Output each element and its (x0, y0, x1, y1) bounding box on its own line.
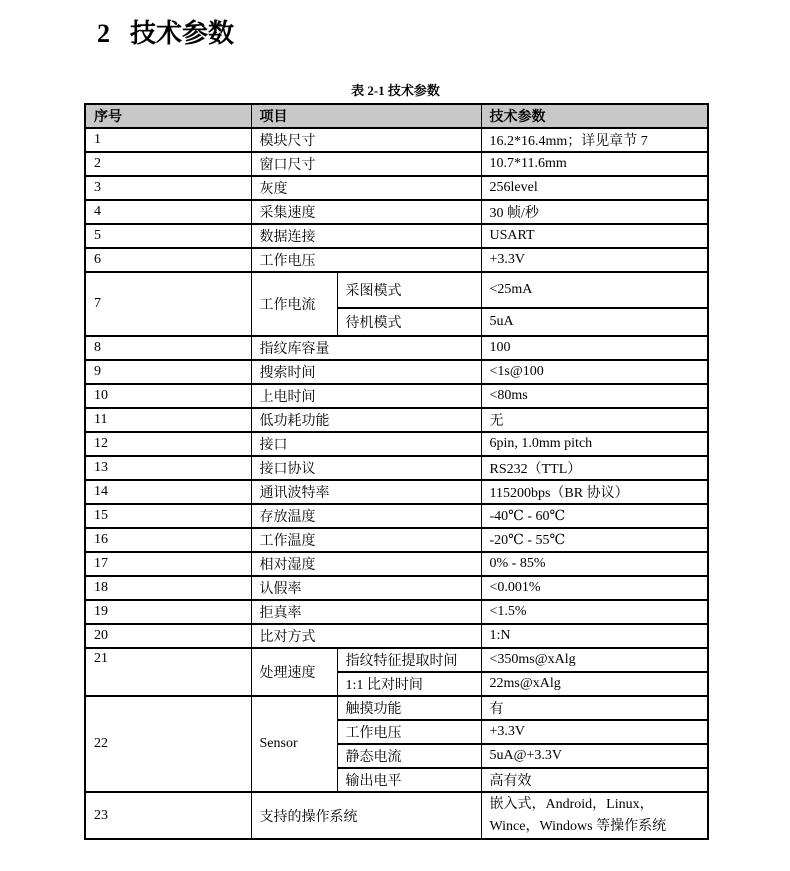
cell-value: <0.001% (481, 576, 708, 600)
cell-value: USART (481, 224, 708, 248)
cell-no: 18 (85, 576, 251, 600)
table-row (85, 528, 708, 552)
table-row (85, 200, 708, 224)
header-value: 技术参数 (481, 104, 708, 128)
table-row (85, 360, 708, 384)
header-item: 项目 (251, 104, 481, 128)
cell-no: 19 (85, 600, 251, 624)
table-header-row (85, 104, 708, 128)
table-row (85, 792, 708, 839)
cell-value: 256level (481, 176, 708, 200)
cell-sub-item: 输出电平 (337, 768, 481, 792)
cell-item: Sensor (251, 696, 337, 792)
cell-no: 16 (85, 528, 251, 552)
cell-value: +3.3V (481, 720, 708, 744)
cell-no: 9 (85, 360, 251, 384)
cell-value: 有 (481, 696, 708, 720)
cell-no: 17 (85, 552, 251, 576)
spec-table (84, 103, 709, 840)
cell-sub-item: 工作电压 (337, 720, 481, 744)
cell-no: 21 (85, 648, 251, 696)
table-caption: 表 2-1 技术参数 (351, 83, 440, 98)
cell-item: 低功耗功能 (251, 408, 481, 432)
cell-value: 无 (481, 408, 708, 432)
cell-value: 嵌入式，Android，Linux，Wince，Windows 等操作系统 (481, 792, 708, 839)
section-title-text: 技术参数 (130, 19, 235, 48)
cell-no: 5 (85, 224, 251, 248)
cell-value: RS232（TTL） (481, 456, 708, 480)
cell-no: 12 (85, 432, 251, 456)
cell-item: 认假率 (251, 576, 481, 600)
table-row (85, 408, 708, 432)
table-row (85, 432, 708, 456)
cell-no: 10 (85, 384, 251, 408)
cell-value: <25mA (481, 272, 708, 308)
cell-no: 7 (85, 272, 251, 336)
table-row (85, 552, 708, 576)
table-row (85, 176, 708, 200)
page-title (97, 13, 234, 50)
cell-item: 窗口尺寸 (251, 152, 481, 176)
cell-item: 模块尺寸 (251, 128, 481, 152)
cell-no: 8 (85, 336, 251, 360)
cell-item: 支持的操作系统 (251, 792, 481, 839)
table-row (85, 624, 708, 648)
table-row-merged (85, 648, 708, 672)
table-row-merged (85, 696, 708, 720)
cell-item: 数据连接 (251, 224, 481, 248)
cell-item: 工作电流 (251, 272, 337, 336)
cell-value: +3.3V (481, 248, 708, 272)
cell-no: 15 (85, 504, 251, 528)
cell-item: 上电时间 (251, 384, 481, 408)
cell-item: 拒真率 (251, 600, 481, 624)
table-row (85, 224, 708, 248)
table-row (85, 504, 708, 528)
cell-value: 10.7*11.6mm (481, 152, 708, 176)
cell-value: 100 (481, 336, 708, 360)
cell-value: 5uA@+3.3V (481, 744, 708, 768)
cell-no: 14 (85, 480, 251, 504)
cell-no: 13 (85, 456, 251, 480)
cell-value: 高有效 (481, 768, 708, 792)
cell-item: 处理速度 (251, 648, 337, 696)
cell-item: 工作电压 (251, 248, 481, 272)
cell-value: -40℃ - 60℃ (481, 504, 708, 528)
cell-value: 115200bps（BR 协议） (481, 480, 708, 504)
cell-value: 0% - 85% (481, 552, 708, 576)
cell-item: 相对湿度 (251, 552, 481, 576)
cell-value: <350ms@xAlg (481, 648, 708, 672)
table-row (85, 152, 708, 176)
table-row (85, 480, 708, 504)
table-row (85, 248, 708, 272)
cell-no: 22 (85, 696, 251, 792)
table-row (85, 456, 708, 480)
cell-item: 存放温度 (251, 504, 481, 528)
cell-no: 4 (85, 200, 251, 224)
cell-item: 灰度 (251, 176, 481, 200)
cell-item: 接口 (251, 432, 481, 456)
cell-item: 接口协议 (251, 456, 481, 480)
cell-item: 比对方式 (251, 624, 481, 648)
cell-sub-item: 指纹特征提取时间 (337, 648, 481, 672)
cell-value: 22ms@xAlg (481, 672, 708, 696)
cell-no: 6 (85, 248, 251, 272)
cell-no: 11 (85, 408, 251, 432)
cell-sub-item: 采图模式 (337, 272, 481, 308)
header-no: 序号 (85, 104, 251, 128)
table-row (85, 576, 708, 600)
cell-value: 1:N (481, 624, 708, 648)
cell-sub-item: 1:1 比对时间 (337, 672, 481, 696)
section-number: 2 (97, 19, 110, 48)
cell-value: 6pin, 1.0mm pitch (481, 432, 708, 456)
table-row (85, 600, 708, 624)
cell-no: 1 (85, 128, 251, 152)
cell-item: 通讯波特率 (251, 480, 481, 504)
cell-item: 采集速度 (251, 200, 481, 224)
cell-value: 30 帧/秒 (481, 200, 708, 224)
cell-sub-item: 触摸功能 (337, 696, 481, 720)
cell-item: 搜索时间 (251, 360, 481, 384)
cell-sub-item: 静态电流 (337, 744, 481, 768)
cell-value: <1s@100 (481, 360, 708, 384)
cell-value: 5uA (481, 308, 708, 336)
cell-item: 工作温度 (251, 528, 481, 552)
cell-no: 3 (85, 176, 251, 200)
cell-no: 2 (85, 152, 251, 176)
table-row (85, 384, 708, 408)
cell-no: 20 (85, 624, 251, 648)
cell-value: <80ms (481, 384, 708, 408)
cell-sub-item: 待机模式 (337, 308, 481, 336)
cell-item: 指纹库容量 (251, 336, 481, 360)
table-row (85, 336, 708, 360)
cell-no: 23 (85, 792, 251, 839)
table-row (85, 128, 708, 152)
cell-value: <1.5% (481, 600, 708, 624)
cell-value: -20℃ - 55℃ (481, 528, 708, 552)
table-row-merged (85, 272, 708, 308)
cell-value: 16.2*16.4mm；详见章节 7 (481, 128, 708, 152)
